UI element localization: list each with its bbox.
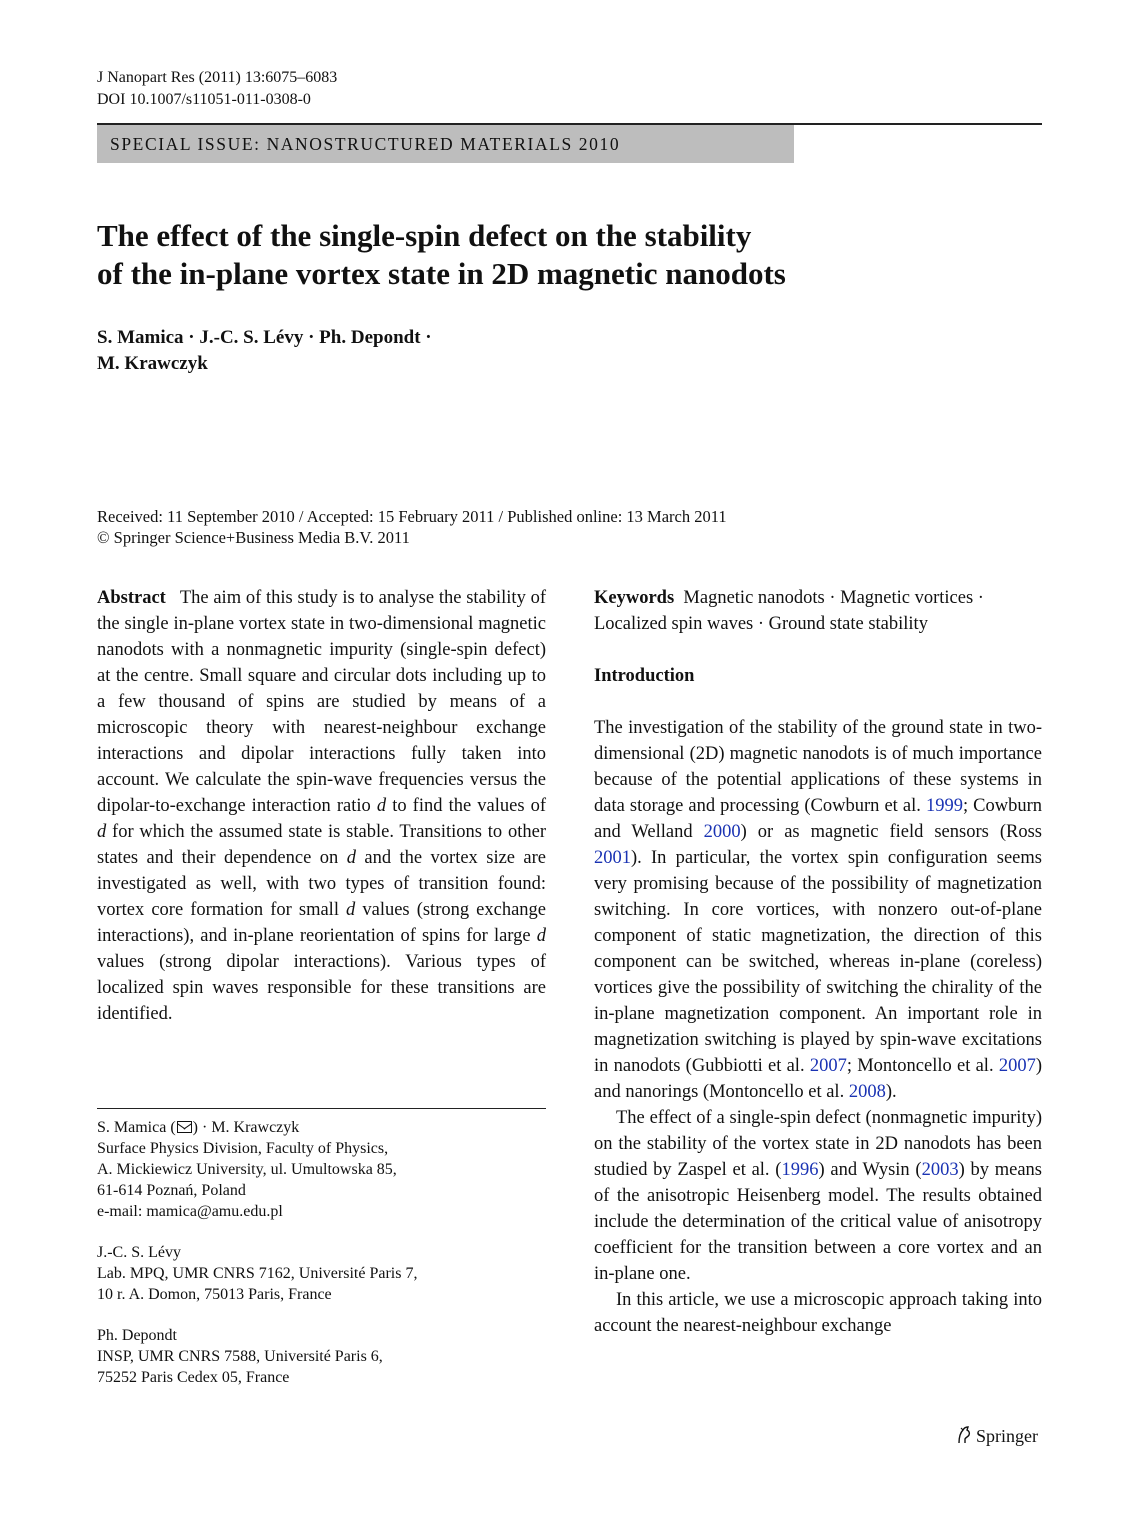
citation-link[interactable]: 2003	[921, 1160, 959, 1180]
intro-text: ; Cowburn and Welland	[594, 796, 1043, 842]
copyright-line: © Springer Science+Business Media B.V. 2011	[97, 528, 410, 547]
journal-info	[97, 67, 337, 111]
abstract-var-d: d	[376, 796, 387, 816]
intro-text: ). In particular, the vortex spin configuration seems very promising because of the possibility of magnetization switching. In core vortices, with nonzero out-of-plane component of static magnetization, the direction of this component can be switched, whereas in-plane (coreless) vortices give the possibility of switching the chirality of the in-plane magnetization component. An important role in magnetization switching is played by spin-wave excitations in nanodots (Gubbiotti et al.	[594, 848, 1042, 1076]
intro-text: ) and nanorings (Montoncello et al.	[594, 1056, 1042, 1102]
intro-text: The effect of a single-spin defect (nonmagnetic impurity) on the stability of the vortex state in 2D nanodots has been studied by Zaspel et al. (	[594, 1108, 1042, 1180]
affiliation-3	[97, 1325, 546, 1388]
keywords-text: Magnetic nanodots · Magnetic vortices · Localized spin waves · Ground state stability	[594, 588, 984, 634]
citation-link[interactable]: 2007	[809, 1056, 847, 1076]
abstract-text-1: The aim of this study is to analyse the stability of the single in-plane vortex state in two-dimensional magnetic nanodots with a nonmagnetic impurity (single-spin defect) at the centre. Small square and circular dots including up to a few thousand of spins are studied by means of a microscopic theory with nearest-neighbour exchange interactions and dipolar interactions fully taken into account. We calculate the spin-wave frequencies versus the dipolar-to-exchange interaction ratio	[97, 588, 547, 816]
publisher-name: Springer	[976, 1426, 1038, 1446]
affiliation-1-line-2: Surface Physics Division, Faculty of Physics,	[97, 1140, 389, 1157]
affiliation-1-email[interactable]: e-mail: mamica@amu.edu.pl	[97, 1203, 283, 1220]
intro-paragraph-3: In this article, we use a microscopic approach taking into account the nearest-neighbour exchange	[594, 1290, 1042, 1336]
title-line-2: of the in-plane vortex state in 2D magnetic nanodots	[97, 256, 786, 291]
abstract-label: Abstract	[97, 588, 166, 608]
author-list	[97, 325, 432, 377]
affiliation-3-line-2: INSP, UMR CNRS 7588, Université Paris 6,	[97, 1348, 383, 1365]
citation-link[interactable]: 2001	[594, 848, 631, 868]
affiliation-rule	[97, 1108, 546, 1109]
springer-horse-icon	[956, 1425, 972, 1445]
affiliation-2	[97, 1242, 546, 1305]
abstract	[97, 585, 546, 1027]
affiliation-1-line-3: A. Mickiewicz University, ul. Umultowska 85,	[97, 1161, 397, 1178]
intro-paragraph-1	[594, 715, 1042, 1105]
keywords-label: Keywords	[594, 588, 675, 608]
authors-line-1: S. Mamica · J.-C. S. Lévy · Ph. Depondt ·	[97, 327, 432, 348]
citation-link[interactable]: 1999	[925, 796, 963, 816]
citation-link[interactable]: 2008	[848, 1082, 886, 1102]
affiliation-1-line-4: 61-614 Poznań, Poland	[97, 1182, 246, 1199]
affiliation-2-line-2: Lab. MPQ, UMR CNRS 7162, Université Paris 7,	[97, 1265, 418, 1282]
article-title	[97, 217, 997, 293]
keywords	[594, 585, 1042, 637]
affiliation-1-names	[97, 1117, 546, 1138]
abstract-text-6: values (strong dipolar interactions). Various types of localized spin waves responsible for these transitions are identified.	[97, 952, 546, 1024]
abstract-text-2: to find the values of	[392, 796, 547, 816]
affiliation-2-line-3: 10 r. A. Domon, 75013 Paris, France	[97, 1286, 332, 1303]
title-line-1: The effect of the single-spin defect on the stability	[97, 218, 752, 253]
intro-text: The investigation of the stability of the ground state in two-dimensional (2D) magnetic nanodots is of much importance because of the potential applications of these systems in data storage and processing (Cowburn et al.	[594, 718, 1042, 816]
doi[interactable]: DOI 10.1007/s11051-011-0308-0	[97, 91, 311, 108]
abstract-text-3: for which the assumed state is stable. Transitions to other states and their dependence on	[97, 822, 546, 868]
abstract-text-4: and the vortex size are investigated as well, with two types of transition found: vortex core formation for small	[97, 848, 547, 920]
abstract-var-d: d	[536, 926, 547, 946]
abstract-text-5: values (strong exchange interactions), and in-plane reorientation of spins for large	[97, 900, 547, 946]
envelope-icon	[177, 1121, 192, 1133]
journal-citation: J Nanopart Res (2011) 13:6075–6083	[97, 69, 338, 86]
affiliation-1	[97, 1117, 546, 1222]
intro-text: ) and Wysin (	[818, 1160, 922, 1180]
intro-text: ).	[885, 1082, 897, 1102]
publication-dates	[97, 506, 727, 548]
citation-link[interactable]: 2007	[998, 1056, 1036, 1076]
citation-link[interactable]: 1996	[781, 1160, 819, 1180]
affiliation-3-line-1: Ph. Depondt	[97, 1327, 177, 1344]
introduction-heading: Introduction	[594, 666, 695, 686]
intro-text: ; Montoncello et al.	[846, 1056, 994, 1076]
affiliation-2-line-1: J.-C. S. Lévy	[97, 1244, 181, 1261]
right-column	[594, 585, 1042, 1339]
abstract-var-d: d	[346, 900, 356, 920]
dates-line: Received: 11 September 2010 / Accepted: 15 February 2011 / Published online: 13 March 2011	[97, 507, 727, 526]
special-issue-banner: SPECIAL ISSUE: NANOSTRUCTURED MATERIALS 2010	[97, 125, 794, 163]
affiliation-3-line-3: 75252 Paris Cedex 05, France	[97, 1369, 290, 1386]
intro-paragraph-2	[594, 1105, 1042, 1287]
publisher-logo	[956, 1424, 1038, 1448]
intro-text: ) or as magnetic field sensors (Ross	[740, 822, 1042, 842]
affiliation-1-coauthor: ) · M. Krawczyk	[192, 1119, 300, 1136]
citation-link[interactable]: 2000	[703, 822, 741, 842]
authors-line-2: M. Krawczyk	[97, 353, 208, 374]
affiliation-1-author: S. Mamica (	[97, 1119, 176, 1136]
abstract-var-d: d	[97, 822, 107, 842]
intro-text: ) by means of the anisotropic Heisenberg model. The results obtained include the determination of the critical value of anisotropy coefficient for the transition between a core vortex and an in-plane one.	[594, 1160, 1042, 1284]
abstract-var-d: d	[346, 848, 356, 868]
